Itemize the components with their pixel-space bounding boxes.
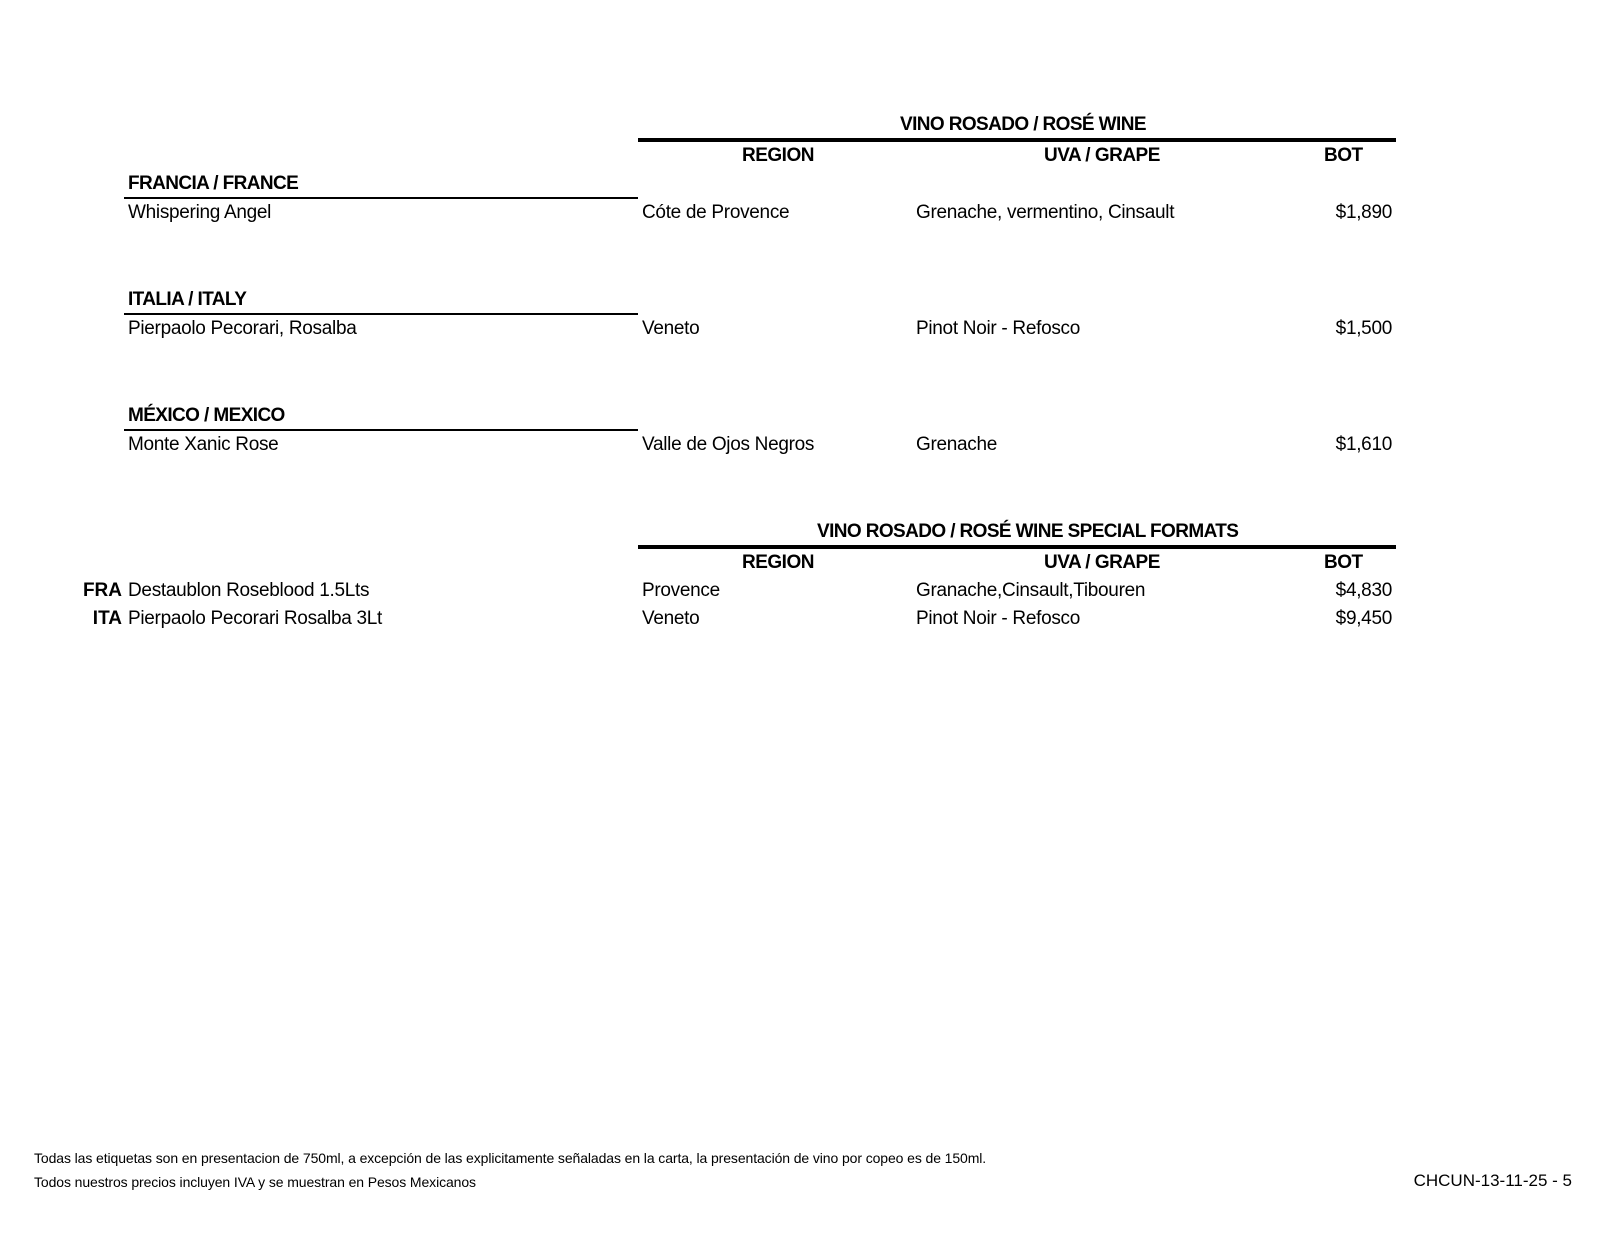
wine-price: $1,500 xyxy=(1335,318,1392,339)
wine-region: Provence xyxy=(642,580,720,601)
wine-name: Whispering Angel xyxy=(128,202,272,223)
wine-grape: Grenache xyxy=(916,434,998,455)
wine-region: Veneto xyxy=(642,608,700,629)
wine-price: $4,830 xyxy=(1335,580,1392,601)
wine-region: Valle de Ojos Negros xyxy=(642,434,815,455)
wine-name: Pierpaolo Pecorari Rosalba 3Lt xyxy=(128,608,382,629)
country-heading-mexico: MÉXICO / MEXICO xyxy=(128,405,285,426)
country-rule-italy xyxy=(124,313,638,315)
column-header-region: REGION xyxy=(742,552,814,573)
wine-region: Cóte de Provence xyxy=(642,202,790,223)
section-rule-rose xyxy=(638,138,1396,142)
section-rule-special-formats xyxy=(638,545,1396,549)
wine-price: $9,450 xyxy=(1335,608,1392,629)
wine-price: $1,610 xyxy=(1335,434,1392,455)
country-code: ITA xyxy=(92,608,122,629)
wine-name: Destaublon Roseblood 1.5Lts xyxy=(128,580,370,601)
wine-name: Monte Xanic Rose xyxy=(128,434,279,455)
column-header-grape: UVA / GRAPE xyxy=(1044,552,1160,573)
country-code: FRA xyxy=(82,580,122,601)
country-heading-italy: ITALIA / ITALY xyxy=(128,289,247,310)
column-header-bot: BOT xyxy=(1324,145,1363,166)
wine-grape: Pinot Noir - Refosco xyxy=(916,318,1081,339)
page-reference: CHCUN-13-11-25 - 5 xyxy=(1413,1171,1572,1190)
column-header-bot: BOT xyxy=(1324,552,1363,573)
wine-grape: Grenache, vermentino, Cinsault xyxy=(916,202,1175,223)
section-title-special-formats: VINO ROSADO / ROSÉ WINE SPECIAL FORMATS xyxy=(817,521,1239,542)
wine-region: Veneto xyxy=(642,318,700,339)
wine-name: Pierpaolo Pecorari, Rosalba xyxy=(128,318,357,339)
wine-price: $1,890 xyxy=(1335,202,1392,223)
country-rule-france xyxy=(124,197,638,199)
section-title-rose: VINO ROSADO / ROSÉ WINE xyxy=(900,114,1146,135)
footer-note-presentation: Todas las etiquetas son en presentacion de 750ml, a excepción de las explicitamente señaladas en la carta, la presentación de vino por copeo es de 150ml. xyxy=(34,1150,987,1166)
country-rule-mexico xyxy=(124,429,638,431)
wine-grape: Pinot Noir - Refosco xyxy=(916,608,1081,629)
country-heading-france: FRANCIA / FRANCE xyxy=(128,173,299,194)
column-header-grape: UVA / GRAPE xyxy=(1044,145,1160,166)
footer-note-prices: Todos nuestros precios incluyen IVA y se muestran en Pesos Mexicanos xyxy=(34,1174,476,1190)
column-header-region: REGION xyxy=(742,145,814,166)
wine-grape: Granache,Cinsault,Tibouren xyxy=(916,580,1146,601)
